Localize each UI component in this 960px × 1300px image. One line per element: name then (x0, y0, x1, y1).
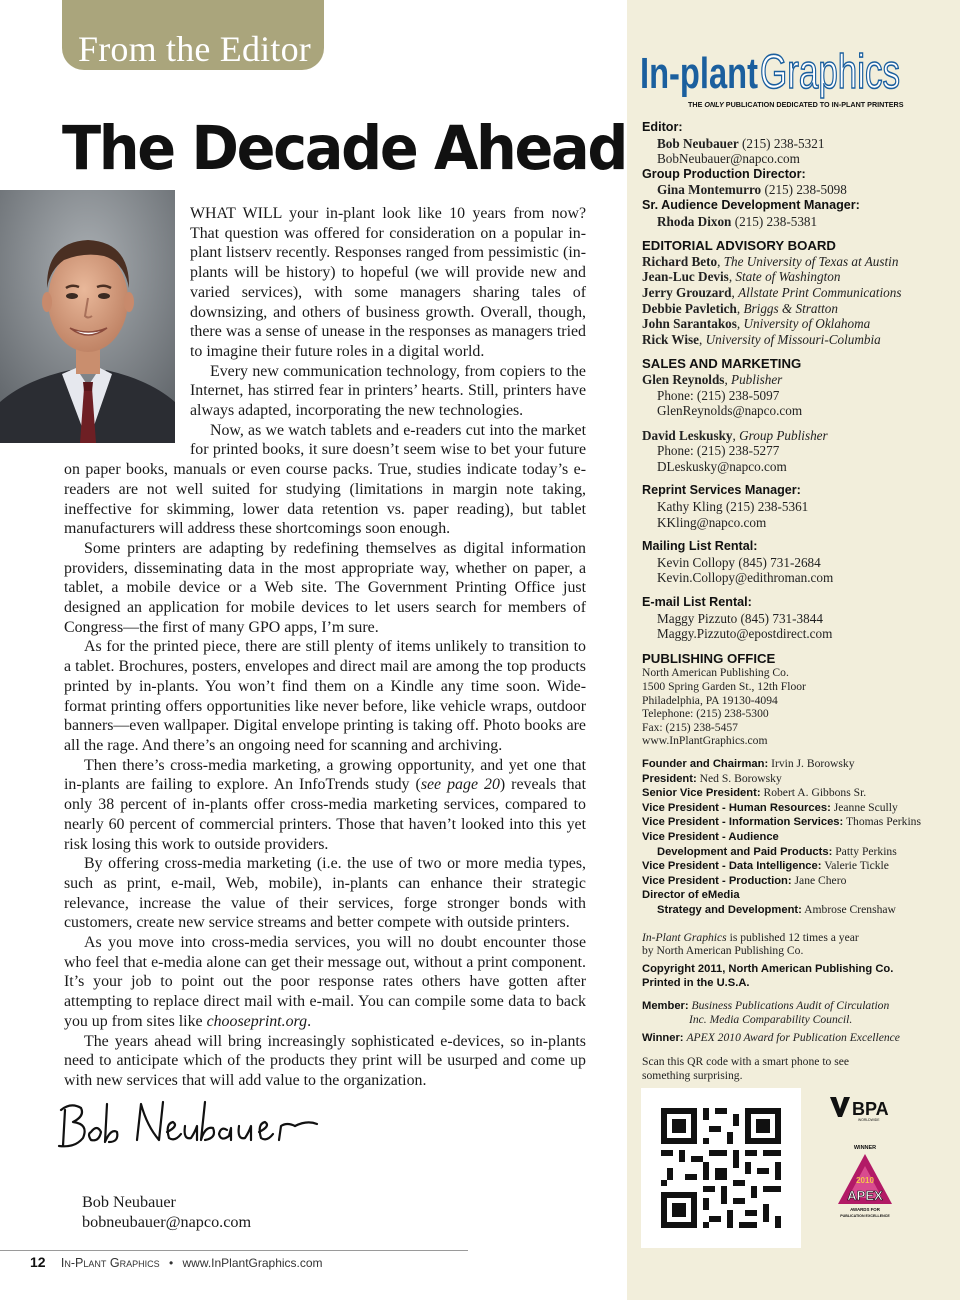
editor-phone: (215) 238-5321 (738, 135, 825, 151)
board-member-name: Rick Wise (642, 331, 700, 347)
sales-email[interactable]: DLeskusky@napco.com (657, 458, 787, 474)
article-headline: The Decade Ahead (62, 113, 627, 184)
in-plant-graphics-logo (640, 44, 902, 114)
article-text: Then there’s cross-media marketing, a growing opportunity, and yet one that in-plants are failing to explore. An InfoTrends study ( (64, 756, 586, 794)
board-member: Jerry Grouzard, Allstate Print Communications (642, 284, 902, 300)
board-member-name: Jean-Luc Devis (642, 269, 729, 285)
mailing-list-contact: Kevin Collopy (845) 731-2684 (657, 554, 821, 570)
board-member: Rick Wise, University of Missouri-Columbia (642, 331, 881, 347)
officer-role: Strategy and Development: (657, 903, 802, 916)
officer-role: President: (642, 772, 697, 785)
board-member-name: Jerry Grouzard (642, 284, 732, 300)
board-member: John Sarantakos, University of Oklahoma (642, 316, 871, 332)
logo-text-in-plant: In-plant (640, 49, 759, 98)
winner-label: Winner: (642, 1031, 684, 1044)
officer-role: Vice President - Information Services: (642, 816, 844, 829)
logo-tagline-only: ONLY (704, 100, 724, 109)
article-text: . (307, 1012, 312, 1030)
advisory-board-heading: EDITORIAL ADVISORY BOARD (642, 238, 836, 254)
officer-name: Ambrose Crenshaw (804, 902, 896, 916)
section-tab (62, 0, 324, 70)
audience-dev-phone: (215) 238-5381 (731, 213, 818, 229)
printed-in-line: Printed in the U.S.A. (642, 976, 750, 989)
sales-name: David Leskusky (642, 427, 733, 443)
apex-subtext: PUBLICATION EXCELLENCE (840, 1214, 890, 1218)
member-org: Business Publications Audit of Circulation (691, 998, 890, 1012)
page-footer (30, 1254, 323, 1270)
officer-role: Founder and Chairman: (642, 757, 769, 770)
author-name: Bob Neubauer (82, 1193, 176, 1211)
board-member-affiliation: University of Oklahoma (743, 316, 871, 332)
page-number: 12 (30, 1254, 46, 1270)
article-paragraph: As for the printed piece, there are still plenty of items unlikely to transition to a tablet. Brochures, posters, envelopes and direct mail are among the top products printed by in-plants. You won’t find them on a Kindle any time soon. Wide-format printing offers opportunities like never before, like vehicle wraps, outdoor banners—even wallpaper. Digital envelope printing is taking off. Photo books are all the rage. And there’s an ongoing need for scanning and archiving. (64, 638, 586, 754)
publication-publisher: by North American Publishing Co. (642, 944, 804, 958)
board-member-affiliation: State of Washington (735, 269, 841, 285)
board-member-affiliation: University of Missouri-Columbia (705, 331, 881, 347)
publishing-office-url[interactable]: www.InPlantGraphics.com (642, 734, 768, 748)
officer-name: Thomas Perkins (845, 815, 921, 829)
article-body (64, 204, 586, 1091)
email-list-label: E-mail List Rental: (642, 595, 752, 610)
email-list-email[interactable]: Maggy.Pizzuto@epostdirect.com (657, 626, 833, 642)
qr-code[interactable] (641, 1088, 801, 1248)
officer-role: Director of eMedia (642, 889, 740, 902)
editor-label: Editor: (642, 120, 683, 134)
board-member: Richard Beto, The University of Texas at Austin (642, 253, 899, 269)
officer-role: Vice President - Data Intelligence: (642, 860, 822, 873)
apex-year: 2010 (856, 1176, 874, 1185)
officer-name: Ned S. Borowsky (699, 771, 782, 785)
sales-title: Publisher (731, 371, 783, 387)
bpa-subtext: WORLDWIDE (858, 1118, 880, 1122)
bpa-worldwide-logo (828, 1093, 898, 1123)
publishing-office-line: Philadelphia, PA 19130-4094 (642, 693, 778, 707)
section-tab-label: From the Editor (78, 29, 311, 69)
officer-name: Irvin J. Borowsky (771, 756, 855, 770)
officer-role: Development and Paid Products: (657, 845, 833, 858)
website-reference: chooseprint.org (206, 1012, 308, 1030)
page-reference: see page 20 (420, 776, 500, 794)
publishing-office-line: Telephone: (215) 238-5300 (642, 707, 769, 721)
handwritten-signature (55, 1096, 325, 1166)
board-member-affiliation: Allstate Print Communications (738, 284, 902, 300)
board-member-name: John Sarantakos (642, 316, 737, 332)
officer-name: Jane Chero (794, 873, 847, 887)
publishing-office-line: North American Publishing Co. (642, 666, 789, 680)
article-text: ) reveals that only 38 percent of in-plants offer cross-media marketing services, compared to nearly 60 percent of commercial printers. Those that haven’t looked into this yet risk losing this work to outside providers. (64, 776, 587, 853)
board-member-affiliation: The University of Texas at Austin (723, 253, 899, 269)
apex-subtext: AWARDS FOR (850, 1207, 880, 1212)
reprint-label: Reprint Services Manager: (642, 483, 801, 498)
sales-phone: Phone: (215) 238-5277 (657, 443, 780, 459)
qr-caption: something surprising. (642, 1069, 743, 1083)
apex-award-badge (830, 1142, 900, 1222)
publishing-office-line: Fax: (215) 238-5457 (642, 720, 738, 734)
logo-tagline (688, 100, 904, 109)
sales-name: Glen Reynolds (642, 371, 725, 387)
board-member: Jean-Luc Devis, State of Washington (642, 269, 841, 285)
officer-role: Vice President - Audience (642, 830, 779, 843)
mailing-list-label: Mailing List Rental: (642, 539, 758, 554)
member-label: Member: (642, 999, 689, 1012)
officer-name: Jeanne Scully (833, 800, 898, 814)
board-member: Debbie Pavletich, Briggs & Stratton (642, 300, 838, 316)
footer-bullet: • (168, 1256, 174, 1270)
sales-title: Group Publisher (739, 427, 828, 443)
mailing-list-email[interactable]: Kevin.Collopy@edithroman.com (657, 570, 834, 586)
officer-name: Robert A. Gibbons Sr. (763, 786, 867, 800)
article-paragraph: WHAT WILL your in-plant look like 10 years from now? That question was offered for consideration on a popular in-plant listserv recently. Responses ranged from pessimistic (in-plants will be history) to hopeful (we will provide new and varied services), with some managers sharing tales of downsizing, and others of business growth. Overall, though, there was a sense of unease in the responses as managers tried to imagine their future roles in a digital world. (190, 205, 586, 360)
article-paragraph: Some printers are adapting by redefining themselves as digital information providers, disseminating data in the most appropriate way, whether on paper, a tablet, a mobile device or a Web site. The Government Printing Office just designed an application for mobile devices to let users search for members of Congress—the first of many GPO apps, I’m sure. (64, 539, 586, 636)
email-list-contact: Maggy Pizzuto (845) 731-3844 (657, 610, 823, 626)
footer-url[interactable]: www.InPlantGraphics.com (182, 1256, 323, 1270)
officer-role: Vice President - Production: (642, 874, 792, 887)
sales-heading: SALES AND MARKETING (642, 356, 802, 372)
sales-email[interactable]: GlenReynolds@napco.com (657, 403, 803, 419)
article-paragraph: Now, as we watch tablets and e-readers cut into the market for printed books, it sure doesn’t seem wise to bet your future on paper books, manuals or even course packs. True, studies indicate today’s e-readers are not well suited for studying (limitations in margin note taking, ineffective for skimming, lower data retention vs. paper reading), but tablet manufacturers will address these shortcomings soon enough. (64, 421, 586, 538)
board-member-affiliation: Briggs & Stratton (743, 300, 838, 316)
member-org: Inc. Media Comparability Council. (689, 1013, 853, 1027)
officer-role: Senior Vice President: (642, 787, 761, 800)
group-production-label: Group Production Director: (642, 166, 806, 181)
article-paragraph: The years ahead will bring increasingly sophisticated e-devices, so in-plants need to anticipate which of the products they print will be usurped and come up with new services that will add value to the organization. (64, 1032, 586, 1089)
copyright-line: Copyright 2011, North American Publishing Co. (642, 962, 894, 975)
publication-frequency: is published 12 times a year (726, 930, 859, 944)
logo-tagline-part: IN-PLANT PRINTERS (831, 100, 904, 109)
apex-winner-text: WINNER (853, 1145, 877, 1151)
footer-magazine-name: In-Plant Graphics (60, 1256, 160, 1270)
reprint-email[interactable]: KKling@napco.com (657, 514, 767, 530)
photo-text-wrap-space (64, 204, 190, 454)
publication-name: In-Plant Graphics (642, 930, 727, 944)
author-email[interactable]: bobneubauer@napco.com (82, 1213, 252, 1231)
audience-dev-name: Rhoda Dixon (657, 213, 732, 229)
article-paragraph (64, 933, 586, 1032)
bpa-text: BPA (852, 1099, 889, 1119)
article-paragraph: Every new communication technology, from copiers to the Internet, has stirred fear in printers’ hearts. Still, printers have always adapted, incorporating the new technologies. (190, 362, 586, 420)
sales-phone: Phone: (215) 238-5097 (657, 387, 780, 403)
board-member-name: Richard Beto (642, 253, 718, 269)
article-paragraph: By offering cross-media marketing (i.e. the use of two or more media types, such as print, e-mail, Web, mobile), in-plants can enhance their strategic relevance, increase the value of their services, forge stronger bonds with customers, create new service streams and better compete with outside printers. (64, 855, 586, 932)
publishing-office-heading: PUBLISHING OFFICE (642, 650, 776, 666)
logo-text-graphics: Graphics (760, 46, 900, 99)
winner-award: APEX 2010 Award for Publication Excellence (686, 1030, 900, 1044)
masthead-text: Editor: Bob Neubauer (215) 238-5321 BobNeubauer@napco.com Group Production Director: Gina Montemurro (215) 238-5098 Sr. Audience Development Manager: Rhoda Dixon (215) 238-5381 EDITORIAL ADVISORY BOARD Richard Beto, The University of Texas at Austin Jean-Luc Devis, State of Washington Jerry Grouzard, Allstate Print Communications Debbie Pavletich, Briggs & Stratton John Sarantakos, University of Oklahoma Rick Wise, University of Missouri-Columbia SALES AND MARKETING Glen Reynolds, Publisher Phone: (215) 238-5097 GlenReynolds@napco.com David Leskusky, Group Publisher Phone: (215) 238-5277 DLeskusky@napco.com Reprint Services Manager: Kathy Kling (215) 238-5361 KKling@napco.com Mailing List Rental: Kevin Collopy (845) 731-2684 Kevin.Collopy@edithroman.com E-mail List Rental: Maggy Pizzuto (845) 731-3844 Maggy.Pizzuto@epostdirect.com PUBLISHING OFFICE North American Publishing Co. 1500 Spring Garden St., 12th Floor Philadelphia, PA 19130-4094 Telephone: (215) 238-5300 Fax: (215) 238-5457 www.InPlantGraphics.com Founder and Chairman: Irvin J. Borowsky President: Ned S. Borowsky Senior Vice President: Robert A. Gibbons Sr. Vice President - Human Resources: Jeanne Scully Vice President - Information Services: Thomas Perkins Vice President - Audience Development and Paid Products: Patty Perkins Vice President - Data Intelligence: Valerie Tickle Vice President - Production: Jane Chero Director of eMedia Strategy and Development: Ambrose Crenshaw In-Plant Graphics is published 12 times a year by North American Publishing Co. Copyright 2011, North American Publishing Co. Printed in the U.S.A. Member: Business Publications Audit of Circulation Inc. Media Comparability Council. Winner: APEX 2010 Award for Publication Excellence Scan this QR code with a smart phone to see something surprising. (642, 120, 947, 1083)
article-paragraph (64, 756, 586, 855)
publishing-office-line: 1500 Spring Garden St., 12th Floor (642, 680, 806, 693)
qr-code-icon (641, 1088, 801, 1248)
officer-name: Patty Perkins (835, 844, 897, 858)
officer-role: Vice President - Human Resources: (642, 801, 831, 814)
reprint-contact: Kathy Kling (215) 238-5361 (657, 499, 809, 515)
logo-tagline-part: THE (688, 100, 705, 109)
logo-tagline-part: PUBLICATION DEDICATED TO (723, 100, 832, 109)
article-text: As you move into cross-media services, you will no doubt encounter those who feel that e-media alone can get their message out, without a print component. It’s your job to point out the poor response rates others have gotten after attempting to replace direct mail with e-mail. You can compile some data to back you up from sites like (64, 934, 586, 1030)
group-production-phone: (215) 238-5098 (761, 182, 847, 198)
qr-caption: Scan this QR code with a smart phone to see (642, 1055, 850, 1069)
officer-name: Valerie Tickle (824, 859, 889, 873)
group-production-name: Gina Montemurro (657, 182, 762, 198)
board-member-name: Debbie Pavletich (642, 300, 737, 316)
editor-name: Bob Neubauer (657, 135, 739, 151)
apex-text: APEX (847, 1188, 883, 1203)
editor-email[interactable]: BobNeubauer@napco.com (657, 151, 800, 167)
footer-divider (0, 1250, 468, 1251)
audience-dev-label: Sr. Audience Development Manager: (642, 197, 860, 212)
